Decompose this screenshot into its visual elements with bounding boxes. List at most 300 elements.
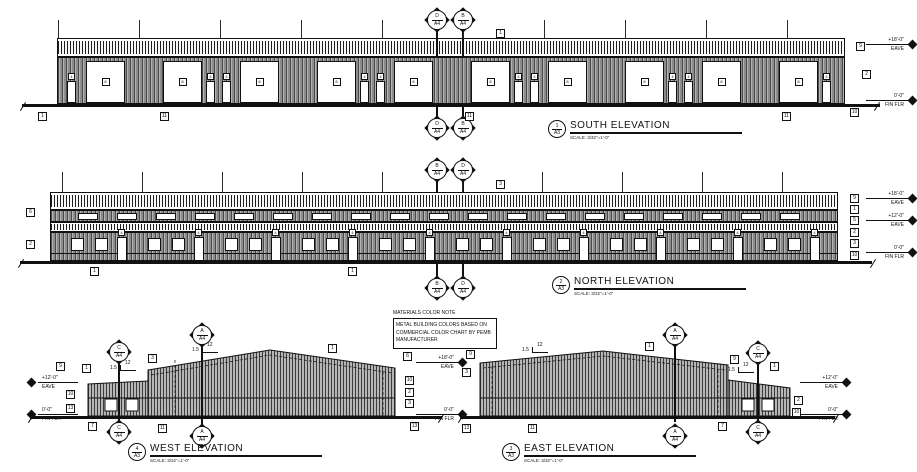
section-sheet: A4 <box>754 353 762 360</box>
door-keynote-tag: 8 <box>564 78 572 86</box>
clerestory-window <box>468 213 488 220</box>
clerestory-window <box>429 213 449 220</box>
slope-rise: 1.5 <box>192 347 199 353</box>
keynote-tag: 2 <box>862 70 871 79</box>
level-line <box>416 362 458 363</box>
section-sheet: A4 <box>198 335 206 342</box>
level-value: +18'-0" <box>888 37 904 43</box>
keynote-tag: 9 <box>850 194 859 203</box>
level-label: FIN FLR <box>885 102 904 108</box>
roof-slope-symbol <box>192 342 220 356</box>
section-letter: C <box>753 346 764 354</box>
elevation-scale: SCALE: 3/32"=1'-0" <box>570 135 610 140</box>
door-keynote-tag: 4 <box>223 73 230 80</box>
section-sheet: A4 <box>459 288 467 295</box>
slope-run: 12 <box>125 360 131 366</box>
keynote-tag: 2 <box>794 396 803 405</box>
door-keynote-tag: 8 <box>256 78 264 86</box>
window <box>610 238 623 251</box>
section-letter: C <box>753 425 764 433</box>
column-grid-line <box>62 172 63 192</box>
overhead-door <box>394 61 433 103</box>
clerestory-window <box>585 213 605 220</box>
south-building-wall <box>57 57 845 104</box>
column-grid-line <box>542 172 543 192</box>
level-diamond-icon <box>908 96 917 106</box>
column-grid-line <box>302 172 303 192</box>
level-value: 0'-0" <box>894 245 904 251</box>
window <box>71 238 84 251</box>
door-keynote-tag: 8 <box>333 78 341 86</box>
keynote-tag: 3 <box>148 354 157 363</box>
clerestory-window <box>741 213 761 220</box>
keynote-tag: 7 <box>718 422 727 431</box>
column-grid-line <box>301 20 302 38</box>
level-label: EAVE <box>441 364 454 370</box>
level-marker-eave <box>800 374 850 391</box>
section-marker-c <box>746 341 770 365</box>
keynote-tag: 1 <box>82 364 91 373</box>
level-label: EAVE <box>891 200 904 206</box>
elevation-title: WEST ELEVATION <box>150 443 322 457</box>
door-keynote-tag: 4 <box>823 73 830 80</box>
window <box>634 238 647 251</box>
keynote-tag: 1 <box>645 342 654 351</box>
column-grid-line <box>625 20 626 38</box>
window <box>456 238 469 251</box>
keynote-tag: 1 <box>348 267 357 276</box>
keynote-tag: 11 <box>466 113 473 119</box>
door-keynote-tag: 8 <box>795 78 803 86</box>
section-bubble <box>665 325 685 345</box>
level-diamond-icon <box>27 410 37 420</box>
man-door <box>579 237 589 261</box>
window <box>225 238 238 251</box>
window <box>480 238 493 251</box>
level-marker-eave <box>28 374 78 391</box>
section-letter: A <box>670 328 681 336</box>
slope-rise: 1.5 <box>728 367 735 373</box>
section-bubble <box>427 118 447 138</box>
section-bubble <box>453 278 473 298</box>
level-marker-eave <box>866 212 916 229</box>
level-value: +18'-0" <box>438 355 454 361</box>
section-bubble <box>427 278 447 298</box>
keynote-tag: 3 <box>462 368 471 377</box>
window <box>95 238 108 251</box>
level-diamond-icon <box>908 194 917 204</box>
south-parapet-band <box>57 38 845 57</box>
north-parapet-band <box>50 192 838 210</box>
detail-number: 2 <box>556 279 566 286</box>
column-grid-line <box>220 20 221 38</box>
slope-rise: 1.5 <box>110 365 117 371</box>
keynote-tag: 11 <box>529 425 536 431</box>
west-elevation-title <box>128 443 322 463</box>
section-sheet: A4 <box>459 170 467 177</box>
window <box>379 238 392 251</box>
section-letter: A <box>197 328 208 336</box>
overhead-door <box>471 61 510 103</box>
section-sheet: A4 <box>754 432 762 439</box>
keynote-tag: 1 <box>38 112 47 121</box>
overhead-door <box>163 61 202 103</box>
door-keynote-tag: 4 <box>531 73 538 80</box>
section-bubble <box>453 118 473 138</box>
keynote-tag: 1 <box>496 29 505 38</box>
keynote-tag: 13 <box>67 405 74 411</box>
detail-bubble <box>548 120 566 138</box>
title-text <box>574 276 746 296</box>
keynote-tag: 10 <box>406 377 413 383</box>
section-letter: A <box>197 429 208 437</box>
east-elevation-title <box>502 443 696 463</box>
window <box>148 238 161 251</box>
section-letter: B <box>458 13 469 21</box>
keynote-tag: 1 <box>850 205 859 214</box>
level-line <box>800 414 842 415</box>
north-elevation-title <box>552 276 746 296</box>
detail-number: 3 <box>506 446 516 453</box>
section-sheet: A4 <box>671 436 679 443</box>
man-door <box>656 237 666 261</box>
section-bubble <box>427 10 447 30</box>
section-marker-c <box>107 420 131 444</box>
man-door <box>810 237 820 261</box>
clerestory-window <box>390 213 410 220</box>
keynote-tag: 10 <box>851 252 858 258</box>
door-keynote-tag: 4 <box>426 229 433 236</box>
column-grid-line <box>787 20 788 38</box>
clerestory-window <box>156 213 176 220</box>
window <box>172 238 185 251</box>
elevation-scale: SCALE: 3/32"=1'-0" <box>524 458 564 463</box>
man-door <box>684 81 693 103</box>
column-grid-line <box>382 20 383 38</box>
keynote-tag: 10 <box>67 391 74 397</box>
keynote-tag: 10 <box>793 409 800 415</box>
man-door <box>376 81 385 103</box>
level-line <box>800 382 842 383</box>
west-ground-line <box>30 416 442 419</box>
level-value: +12'-0" <box>888 213 904 219</box>
man-door <box>271 237 281 261</box>
level-value: +18'-0" <box>888 191 904 197</box>
clerestory-window <box>273 213 293 220</box>
column-grid-line <box>622 172 623 192</box>
roof-slope-symbol <box>522 342 550 356</box>
detail-bubble <box>502 443 520 461</box>
section-sheet: A4 <box>459 20 467 27</box>
detail-number: 4 <box>132 446 142 453</box>
section-bubble <box>427 160 447 180</box>
keynote-tag: 6 <box>403 352 412 361</box>
man-door <box>67 81 76 103</box>
keynote-tag: 13 <box>411 423 418 429</box>
south-ground-line <box>22 104 880 107</box>
keynote-tag: 3 <box>850 239 859 248</box>
materials-color-note <box>393 310 497 349</box>
section-letter: D <box>458 163 469 171</box>
level-label: EAVE <box>825 384 838 390</box>
level-diamond-icon <box>908 216 917 226</box>
overhead-door <box>779 61 818 103</box>
level-diamond-icon <box>458 358 468 368</box>
section-bubble <box>109 422 129 442</box>
level-value: 0'-0" <box>894 93 904 99</box>
level-value: +12'-0" <box>822 375 838 381</box>
level-value: 0'-0" <box>444 407 454 413</box>
door-keynote-tag: 8 <box>487 78 495 86</box>
slope-run: 12 <box>207 342 213 348</box>
window <box>533 238 546 251</box>
keynote-tag: 1 <box>328 344 337 353</box>
section-letter: C <box>114 345 125 353</box>
door-keynote-tag: 4 <box>207 73 214 80</box>
clerestory-window <box>117 213 137 220</box>
south-elevation-title <box>548 120 742 140</box>
door-keynote-tag: 4 <box>118 229 125 236</box>
section-sheet: A4 <box>198 436 206 443</box>
man-door <box>194 237 204 261</box>
window <box>687 238 700 251</box>
clerestory-window <box>351 213 371 220</box>
level-marker-finflr <box>800 406 850 423</box>
man-door <box>425 237 435 261</box>
man-door <box>348 237 358 261</box>
level-label: FIN FLR <box>885 254 904 260</box>
elevation-title: SOUTH ELEVATION <box>570 120 742 134</box>
north-mid-band <box>50 222 838 232</box>
slope-rise: 1.5 <box>522 347 529 353</box>
level-label: EAVE <box>891 222 904 228</box>
section-bubble <box>748 343 768 363</box>
section-marker-d <box>425 116 449 140</box>
detail-sheet: A3 <box>557 285 565 292</box>
roof-slope-symbol <box>728 362 756 376</box>
keynote-tag: 11 <box>161 113 168 119</box>
slope-run: 12 <box>537 342 543 348</box>
level-line <box>866 252 908 253</box>
section-sheet: A4 <box>433 128 441 135</box>
section-bubble <box>748 422 768 442</box>
section-bubble <box>109 342 129 362</box>
door-keynote-tag: 8 <box>102 78 110 86</box>
section-cut-line <box>436 30 438 57</box>
keynote-tag: 1 <box>90 267 99 276</box>
section-sheet: A4 <box>459 128 467 135</box>
slope-run: 12 <box>743 362 749 368</box>
column-grid-line <box>58 20 59 38</box>
clerestory-window <box>780 213 800 220</box>
keynote-tag: 2 <box>405 388 414 397</box>
section-letter: B <box>458 121 469 129</box>
keynote-tag: 13 <box>463 425 470 431</box>
west-gable-end <box>85 342 400 420</box>
level-diamond-icon <box>27 378 37 388</box>
keynote-tag: 5 <box>850 216 859 225</box>
column-grid-line <box>139 20 140 38</box>
overhead-door <box>240 61 279 103</box>
clerestory-window <box>312 213 332 220</box>
door-keynote-tag: 8 <box>641 78 649 86</box>
window <box>557 238 570 251</box>
keynote-tag: 6 <box>26 208 35 217</box>
clerestory-window <box>78 213 98 220</box>
column-grid-line <box>544 20 545 38</box>
level-label: EAVE <box>42 384 55 390</box>
door-keynote-tag: 4 <box>657 229 664 236</box>
door-keynote-tag: 4 <box>669 73 676 80</box>
man-door <box>668 81 677 103</box>
detail-bubble <box>128 443 146 461</box>
man-door <box>222 81 231 103</box>
keynote-tag: 3 <box>405 399 414 408</box>
window <box>326 238 339 251</box>
window <box>249 238 262 251</box>
level-marker-finflr <box>866 244 916 261</box>
section-marker-d <box>425 8 449 32</box>
door-keynote-tag: 4 <box>195 229 202 236</box>
roof-slope-symbol <box>110 360 138 374</box>
section-cut-line <box>674 347 676 422</box>
section-sheet: A4 <box>433 288 441 295</box>
girt-line <box>51 253 837 254</box>
level-value: +12'-0" <box>42 375 58 381</box>
man-door <box>733 237 743 261</box>
window <box>764 238 777 251</box>
elevation-title: EAST ELEVATION <box>524 443 696 457</box>
clerestory-window <box>663 213 683 220</box>
keynote-tag: 9 <box>466 350 475 359</box>
elevation-scale: SCALE: 3/32"=1'-0" <box>574 291 614 296</box>
level-label: FIN FLR <box>42 416 61 422</box>
keynote-tag: 9 <box>856 42 865 51</box>
column-grid-line <box>706 20 707 38</box>
section-sheet: A4 <box>115 352 123 359</box>
level-marker-eave <box>416 354 466 371</box>
door-keynote-tag: 4 <box>515 73 522 80</box>
level-marker-finflr <box>866 92 916 109</box>
title-text <box>524 443 696 463</box>
level-value: 0'-0" <box>828 407 838 413</box>
keynote-tag: 11 <box>159 425 166 431</box>
column-grid-line <box>142 172 143 192</box>
clerestory-window <box>546 213 566 220</box>
north-window-strip <box>50 210 838 222</box>
window <box>403 238 416 251</box>
section-marker-b <box>451 8 475 32</box>
section-marker-b <box>425 158 449 182</box>
column-grid-line <box>782 172 783 192</box>
clerestory-window <box>507 213 527 220</box>
keynote-tag: 7 <box>88 422 97 431</box>
level-line <box>38 414 78 415</box>
section-letter: C <box>114 425 125 433</box>
elevation-title: NORTH ELEVATION <box>574 276 746 290</box>
overhead-door <box>317 61 356 103</box>
keynote-tag: 9 <box>730 355 739 364</box>
section-marker-b <box>425 276 449 300</box>
detail-bubble <box>552 276 570 294</box>
door-keynote-tag: 4 <box>68 73 75 80</box>
door-keynote-tag: 8 <box>179 78 187 86</box>
level-value: 0'-0" <box>42 407 52 413</box>
section-marker-d <box>451 276 475 300</box>
window <box>788 238 801 251</box>
column-grid-line <box>702 172 703 192</box>
window <box>302 238 315 251</box>
level-line <box>866 220 908 221</box>
man-door <box>360 81 369 103</box>
keynote-tag: 10 <box>851 109 858 115</box>
level-line <box>38 382 78 383</box>
section-letter: D <box>458 281 469 289</box>
clerestory-window <box>624 213 644 220</box>
window <box>711 238 724 251</box>
section-cut-line <box>757 365 759 420</box>
title-text <box>570 120 742 140</box>
level-diamond-icon <box>458 410 468 420</box>
keynote-tag: 11 <box>783 113 790 119</box>
level-label: FIN FLR <box>435 416 454 422</box>
section-sheet: A4 <box>433 170 441 177</box>
column-grid-line <box>222 172 223 192</box>
level-diamond-icon <box>908 248 917 258</box>
door-keynote-tag: 4 <box>685 73 692 80</box>
column-grid-line <box>382 172 383 192</box>
detail-number: 1 <box>552 123 562 130</box>
level-marker-finflr <box>416 406 466 423</box>
level-marker-eave <box>866 36 916 53</box>
section-marker-a <box>663 323 687 347</box>
section-letter: B <box>432 281 443 289</box>
man-door <box>822 81 831 103</box>
man-door <box>502 237 512 261</box>
level-line <box>866 44 908 45</box>
level-diamond-icon <box>842 410 852 420</box>
clerestory-window <box>195 213 215 220</box>
section-bubble <box>453 10 473 30</box>
door-keynote-tag: 8 <box>718 78 726 86</box>
north-ground-line <box>20 261 872 264</box>
elevation-scale: SCALE: 3/32"=1'-0" <box>150 458 190 463</box>
section-sheet: A4 <box>433 20 441 27</box>
overhead-door <box>86 61 125 103</box>
section-marker-d <box>451 158 475 182</box>
note-body: METAL BUILDING COLORS BASED ON COMMERCIAL COLOR CHART BY PEMB MANUFACTURER <box>393 318 497 349</box>
overhead-door <box>625 61 664 103</box>
keynote-tag: 2 <box>850 228 859 237</box>
level-line <box>866 100 908 101</box>
section-cut-line <box>201 347 203 424</box>
level-line <box>866 198 908 199</box>
section-sheet: A4 <box>671 335 679 342</box>
clerestory-window <box>702 213 722 220</box>
door-keynote-tag: 4 <box>377 73 384 80</box>
keynote-tag: 1 <box>770 362 779 371</box>
man-door <box>117 237 127 261</box>
overhead-door <box>702 61 741 103</box>
level-diamond-icon <box>842 378 852 388</box>
door-keynote-tag: 4 <box>361 73 368 80</box>
door-keynote-tag: 4 <box>349 229 356 236</box>
keynote-tag: 9 <box>56 362 65 371</box>
door-keynote-tag: 4 <box>734 229 741 236</box>
section-letter: D <box>432 121 443 129</box>
man-door <box>514 81 523 103</box>
level-label: FIN FLR <box>819 416 838 422</box>
